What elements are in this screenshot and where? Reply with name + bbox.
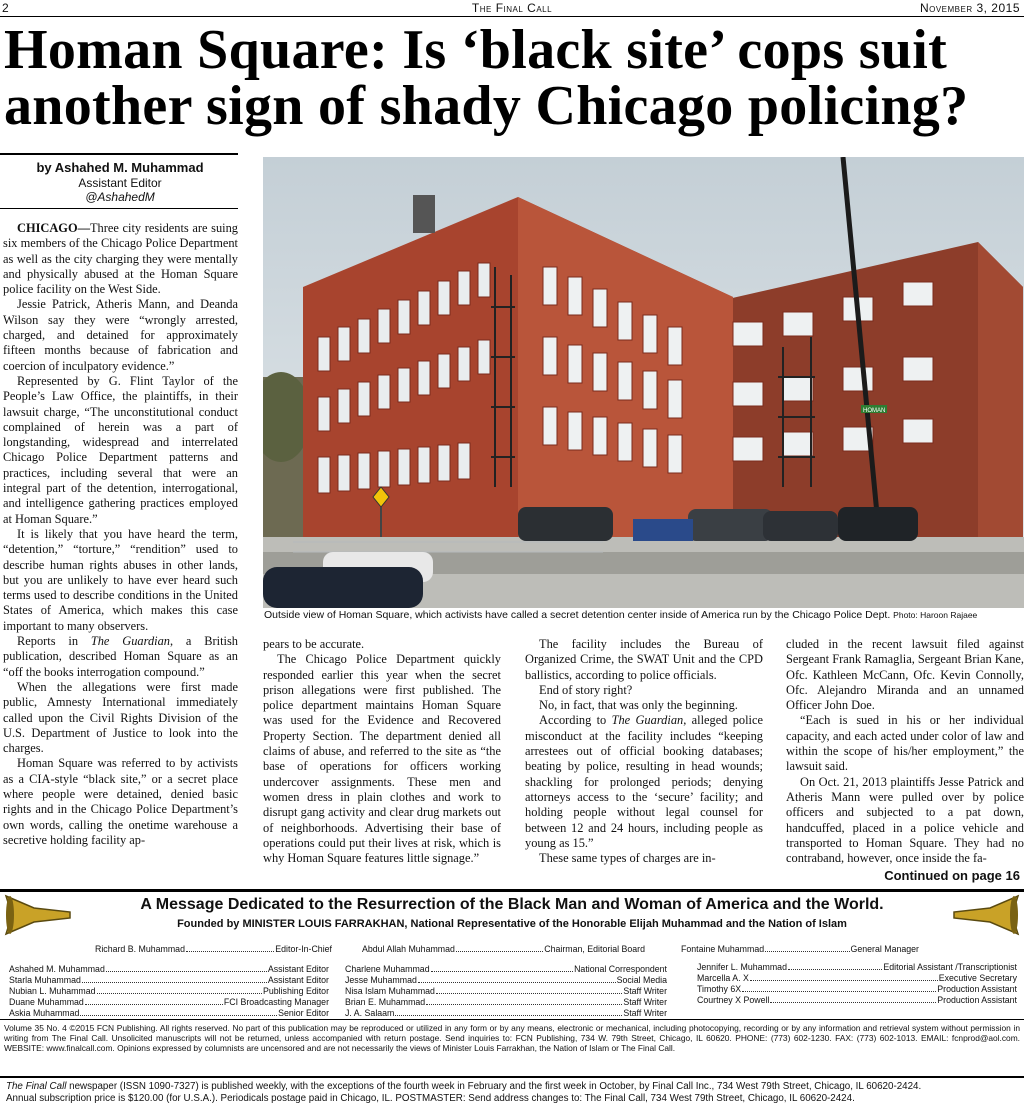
article-column-2	[263, 637, 501, 887]
article-paragraph: When the allegations were first made public, Amnesty International immediately called upon the Civil Rights Division of the U.S. Department of Justice to look into the charges.	[3, 679, 238, 756]
staff-entry: Ashahed M. Muhammad Assistant Editor	[9, 964, 329, 974]
byline-author: by Ashahed M. Muhammad	[36, 160, 204, 175]
byline-rule-top	[0, 153, 238, 155]
staff-entry: Courtney X Powell Production Assistant	[697, 995, 1017, 1005]
trumpet-icon-right	[952, 892, 1020, 938]
article-paragraph: These same types of charges are in-	[539, 851, 716, 866]
postal-line-1: The Final Call newspaper (ISSN 1090-7327) is published weekly, with the exceptions of the fourth week in February and the first week in October, by Final Call Inc., 734 West 79th Street, Chicago, IL 60620-2424.	[6, 1081, 922, 1092]
article-paragraph: The facility includes the Bureau of Organized Crime, the SWAT Unit and the CPD ballistics, according to police officials.	[525, 637, 763, 682]
page-number: 2	[2, 1, 9, 15]
article-paragraph: “Each is sued in his or her individual capacity, and each acted under color of law and within the scope of his/her employment,” the lawsuit said.	[786, 713, 1024, 774]
postal-line-2: Annual subscription price is $120.00 (for U.S.A.). Periodicals postage paid in Chicago, IL. POSTMASTER: Send address changes to: The Final Call, 734 West 79th Street, Chicago, IL 60620-2424.	[6, 1093, 855, 1104]
banner-message: A Message Dedicated to the Resurrection of the Black Man and Woman of America and the World.	[140, 896, 884, 913]
article-paragraph: On Oct. 21, 2013 plaintiffs Jesse Patrick and Atheris Mann were pulled over by police officers and subjected to a pat down, handcuffed, placed in a police vehicle and transported to Homan Square. They had no contraband, however, once inside the fa-	[786, 774, 1024, 866]
byline	[0, 160, 240, 204]
byline-rule-bottom	[0, 208, 238, 209]
issue-date: November 3, 2015	[919, 1, 1020, 15]
masthead-top-1	[95, 944, 332, 955]
staff-entry: Richard B. Muhammad Editor-In-Chief	[95, 944, 332, 954]
staff-entry: Brian E. Muhammad Staff Writer	[345, 997, 667, 1007]
staff-entry: Askia Muhammad Senior Editor	[9, 1008, 329, 1018]
article-paragraph: cluded in the recent lawsuit filed against Sergeant Frank Ramaglia, Sergeant Brian Kane, Ofc. Kathleen McCann, Ofc. Kevin Connolly, Ofc. Alejandro Miranda and an unnamed Officer John Doe.	[786, 637, 1024, 713]
publication-name: The Final Call	[471, 1, 553, 15]
staff-entry: Marcella A. X Executive Secretary	[697, 973, 1017, 983]
staff-entry: Jesse Muhammad Social Media	[345, 975, 667, 985]
masthead-top-2	[362, 944, 645, 955]
masthead-column-3	[697, 962, 1017, 1006]
article-paragraph: Reports in The Guardian, a British publication, described Homan Square as an “off the books interrogation compound.”	[3, 634, 238, 679]
paper-name: The Final Call	[6, 1081, 67, 1092]
building-illustration	[263, 157, 1024, 608]
staff-entry: Fontaine Muhammad General Manager	[681, 944, 919, 954]
article-paragraph: The Chicago Police Department quickly responded earlier this year when the secret prison allegations were first published. The police department maintains Homan Square was used for the Evidence and Recovered Property Section. The department denied all claims of abuse, and referred to the site as “the base of operations for officers working undercover assignments. These men and women dress in plain clothes and work to disrupt gang activity and clear drug markets out of neighborhoods. Advertising their base of operations could put their lives at risk, which is why Homan Square features little signage.”	[263, 652, 501, 866]
staff-entry: J. A. Salaam Staff Writer	[345, 1008, 667, 1018]
staff-entry: Abdul Allah Muhammad Chairman, Editorial Board	[362, 944, 645, 954]
article-paragraph: No, in fact, that was only the beginning.	[539, 698, 738, 713]
photo-credit: Photo: Haroon Rajaee	[893, 610, 978, 620]
publication-reference: The Guardian	[611, 713, 684, 728]
staff-entry: Duane Muhammad FCI Broadcasting Manager	[9, 997, 329, 1007]
article-paragraph: pears to be accurate.	[263, 637, 365, 651]
homan-square-photo	[263, 157, 1024, 608]
street-sign-text: HOMAN	[863, 408, 886, 414]
continued-on-link[interactable]: Continued on page 16	[884, 868, 1020, 883]
staff-entry: Timothy 6X Production Assistant	[697, 984, 1017, 994]
staff-entry: Jennifer L. Muhammad Editorial Assistant /Transcriptionist	[697, 962, 1017, 972]
masthead-column-2	[345, 964, 667, 1019]
legal-rule	[0, 1019, 1024, 1020]
caption-text: Outside view of Homan Square, which activists have called a secret detention center inside of America run by the Chicago Police Dept.	[264, 609, 891, 621]
copyright-notice: Volume 35 No. 4 ©2015 FCN Publishing. All rights reserved. No part of this publication may be reproduced or utilized in any form or by any means, electronic or mechanical, including photocopying, recording or by any information and retrieval system without permission in writing from The Final Call. Unsolicited manuscripts will not be returned, unless accompanied with return postage. Send inquiries to: FCN Publishing, 734 W. 79th Street, Chicago, IL 60620. PHONE: (773) 602-1230. FAX: (773) 602-1013. EMAIL: fcnprod@aol.com. WEBSITE: www.finalcall.com. Opinions expressed by columnists are uncensored and are not necessarily the views of Minister Louis Farrakhan, the Nation of Islam or The Final Call.	[4, 1023, 1020, 1054]
article-paragraph: According to The Guardian, alleged police misconduct at the facility includes “keeping arrestees out of official booking databases; beating by police, resulting in head wounds; shackling for prolonged periods; denying attorneys access to the ‘secure’ facility; and holding people without legal counsel for between 12 and 24 hours, including people as young as 15.”	[525, 713, 763, 850]
article-column-1	[3, 221, 238, 886]
staff-entry: Nubian L. Muhammad Publishing Editor	[9, 986, 329, 996]
byline-handle: @AshahedM	[85, 190, 155, 204]
staff-entry: Charlene Muhammad National Correspondent	[345, 964, 667, 974]
masthead-column-1	[9, 964, 329, 1019]
mission-banner	[0, 890, 1024, 942]
dateline: CHICAGO—	[17, 221, 90, 235]
postal-statement	[6, 1081, 1020, 1105]
photo-caption	[264, 609, 1024, 622]
running-header	[0, 0, 1024, 17]
staff-entry: Nisa Islam Muhammad Staff Writer	[345, 986, 667, 996]
staff-entry: Starla Muhammad Assistant Editor	[9, 975, 329, 985]
postal-rule	[0, 1076, 1024, 1078]
article-paragraph: Homan Square was referred to by activists as a CIA-style “black site,” or a secret place where people were detained, denied basic rights and in the Chicago Police Department’s own words, calling the onetime warehouse a secretive holding facility ap-	[3, 756, 238, 847]
headline: Homan Square: Is ‘black site’ cops suit another sign of shady Chicago policing?	[4, 19, 969, 137]
banner-founded: Founded by MINISTER LOUIS FARRAKHAN, National Representative of the Honorable Elijah Muhammad and the Nation of Islam	[177, 918, 847, 930]
article-paragraph: End of story right?	[539, 682, 633, 697]
article-paragraph: Jessie Patrick, Atheris Mann, and Deanda Wilson say they were “wrongly arrested, charged, and detained for approximately fifteen months because of fabrication and coercion of inculpatory evidence.”	[3, 297, 238, 373]
article-paragraph: Represented by G. Flint Taylor of the People’s Law Office, the plaintiffs, in their lawsuit charge, “The unconstitutional conduct complained of herein was a part of longstanding, widespread and interrelated Chicago Police Department patterns and practices, including several that were an integral part of the detention, interrogational, and intelligence gathering practices employed at Homan Square.”	[3, 373, 238, 526]
byline-role: Assistant Editor	[78, 176, 162, 190]
article-column-4	[786, 637, 1024, 869]
article-paragraph: It is likely that you have heard the term, “detention,” “torture,” “rendition” used to describe human rights abuses in other lands, but you are unlikely to have ever heard such terms used to describe conditions in the United States of America, which makes this case important to many observers.	[3, 526, 238, 633]
article-column-3	[525, 637, 763, 887]
article-paragraph: CHICAGO—Three city residents are suing six members of the Chicago Police Department as well as the city charging they were mentally and physically abused at the Homan Square police facility on the West Side.	[3, 221, 238, 297]
publication-reference: The Guardian	[90, 634, 170, 649]
masthead-top-3	[681, 944, 919, 955]
